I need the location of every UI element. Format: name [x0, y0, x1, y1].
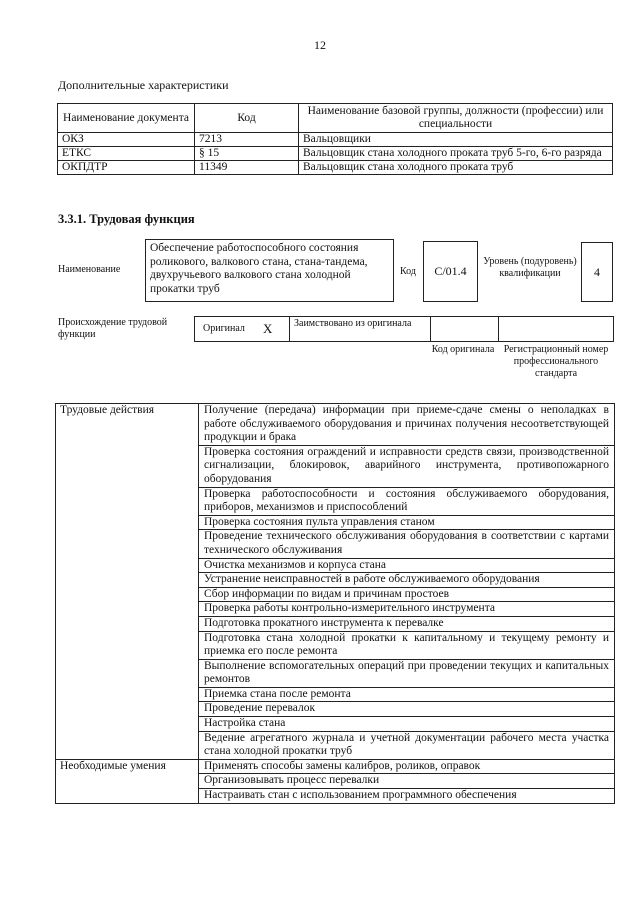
labor-action-item: Проверка состояния пульта управления станом	[199, 515, 615, 530]
origin-divider	[430, 317, 431, 341]
code-label: Код	[400, 266, 416, 277]
borrowed-label: Заимствовано из оригинала	[294, 318, 412, 329]
table-row	[56, 759, 615, 774]
cell-doc: ОКЗ	[58, 133, 195, 147]
labor-action-item: Выполнение вспомогательных операций при проведении текущих и капитальных ремонтов	[199, 659, 615, 687]
labor-action-item: Устранение неисправностей в работе обслуживаемого оборудования	[199, 573, 615, 588]
header-code: Код	[195, 104, 299, 133]
table-row	[58, 147, 613, 161]
original-label: Оригинал	[203, 323, 245, 334]
labor-action-item: Проведение перевалок	[199, 702, 615, 717]
labor-action-item: Приемка стана после ремонта	[199, 687, 615, 702]
required-skill-item: Настраивать стан с использованием программного обеспечения	[199, 789, 615, 804]
labor-action-item: Проверка работоспособности и состояния обслуживаемого оборудования, приборов, механизмов и приспособлений	[199, 487, 615, 515]
labor-actions-table	[55, 403, 615, 804]
required-skill-item: Организовывать процесс перевалки	[199, 774, 615, 789]
additional-characteristics-heading: Дополнительные характеристики	[58, 78, 229, 92]
labor-action-item: Подготовка стана холодной прокатки к капитальному и текущему ремонту и приемка его после ремонта	[199, 631, 615, 659]
origin-divider	[498, 317, 499, 341]
labor-action-item: Ведение агрегатного журнала и учетной документации рабочего места участка стана холодной прокатки труб	[199, 731, 615, 759]
cell-name: Вальцовщики	[299, 133, 613, 147]
cell-doc: ОКПДТР	[58, 161, 195, 175]
labor-action-item: Проверка состояния ограждений и исправности средств связи, производственной сигнализации, блокировок, аварийного инструмента, противопожарного оборудования	[199, 445, 615, 487]
name-label: Наименование	[58, 264, 121, 275]
origin-box	[194, 316, 614, 342]
table-header-row	[58, 104, 613, 133]
required-skills-label: Необходимые умения	[56, 759, 199, 803]
section-title: 3.3.1. Трудовая функция	[58, 212, 195, 226]
required-skill-item: Применять способы замены калибров, роликов, оправок	[199, 759, 615, 774]
original-mark: X	[263, 321, 273, 336]
cell-name: Вальцовщик стана холодного проката труб 5-го, 6-го разряда	[299, 147, 613, 161]
header-group-name: Наименование базовой группы, должности (профессии) или специальности	[299, 104, 613, 133]
reg-number-label: Регистрационный номер профессионального стандарта	[503, 344, 609, 379]
function-name-box: Обеспечение работоспособного состояния роликового, валкового стана, стана-тандема, двухручьевого валкового стана холодной прокатки труб	[145, 239, 394, 302]
cell-code: 11349	[195, 161, 299, 175]
qualification-level-label: Уровень (подуровень) квалификации	[483, 256, 577, 279]
labor-action-item: Получение (передача) информации при приеме-сдаче смены о неполадках в работе обслуживаемого оборудования и причинах получения несоответствующей продукции и брака	[199, 404, 615, 446]
labor-action-item: Очистка механизмов и корпуса стана	[199, 558, 615, 573]
cell-name: Вальцовщик стана холодного проката труб	[299, 161, 613, 175]
labor-action-item: Подготовка прокатного инструмента к перевалке	[199, 616, 615, 631]
labor-action-item: Сбор информации по видам и причинам простоев	[199, 587, 615, 602]
origin-label: Происхождение трудовой функции	[58, 317, 168, 340]
header-document-name: Наименование документа	[58, 104, 195, 133]
table-row	[58, 133, 613, 147]
origin-code-label: Код оригинала	[431, 344, 495, 355]
labor-action-item: Проведение технического обслуживания оборудования в соответствии с картами технического обслуживания	[199, 530, 615, 558]
cell-code: 7213	[195, 133, 299, 147]
labor-action-item: Проверка работы контрольно-измерительного инструмента	[199, 602, 615, 617]
function-code-box: C/01.4	[423, 241, 478, 302]
page-number: 12	[314, 38, 326, 52]
table-row	[56, 404, 615, 446]
cell-doc: ЕТКС	[58, 147, 195, 161]
origin-divider	[289, 317, 290, 341]
table-row	[58, 161, 613, 175]
additional-characteristics-table	[57, 103, 613, 175]
cell-code: § 15	[195, 147, 299, 161]
qualification-level-box: 4	[581, 242, 613, 302]
labor-actions-label: Трудовые действия	[56, 404, 199, 760]
labor-action-item: Настройка стана	[199, 717, 615, 732]
